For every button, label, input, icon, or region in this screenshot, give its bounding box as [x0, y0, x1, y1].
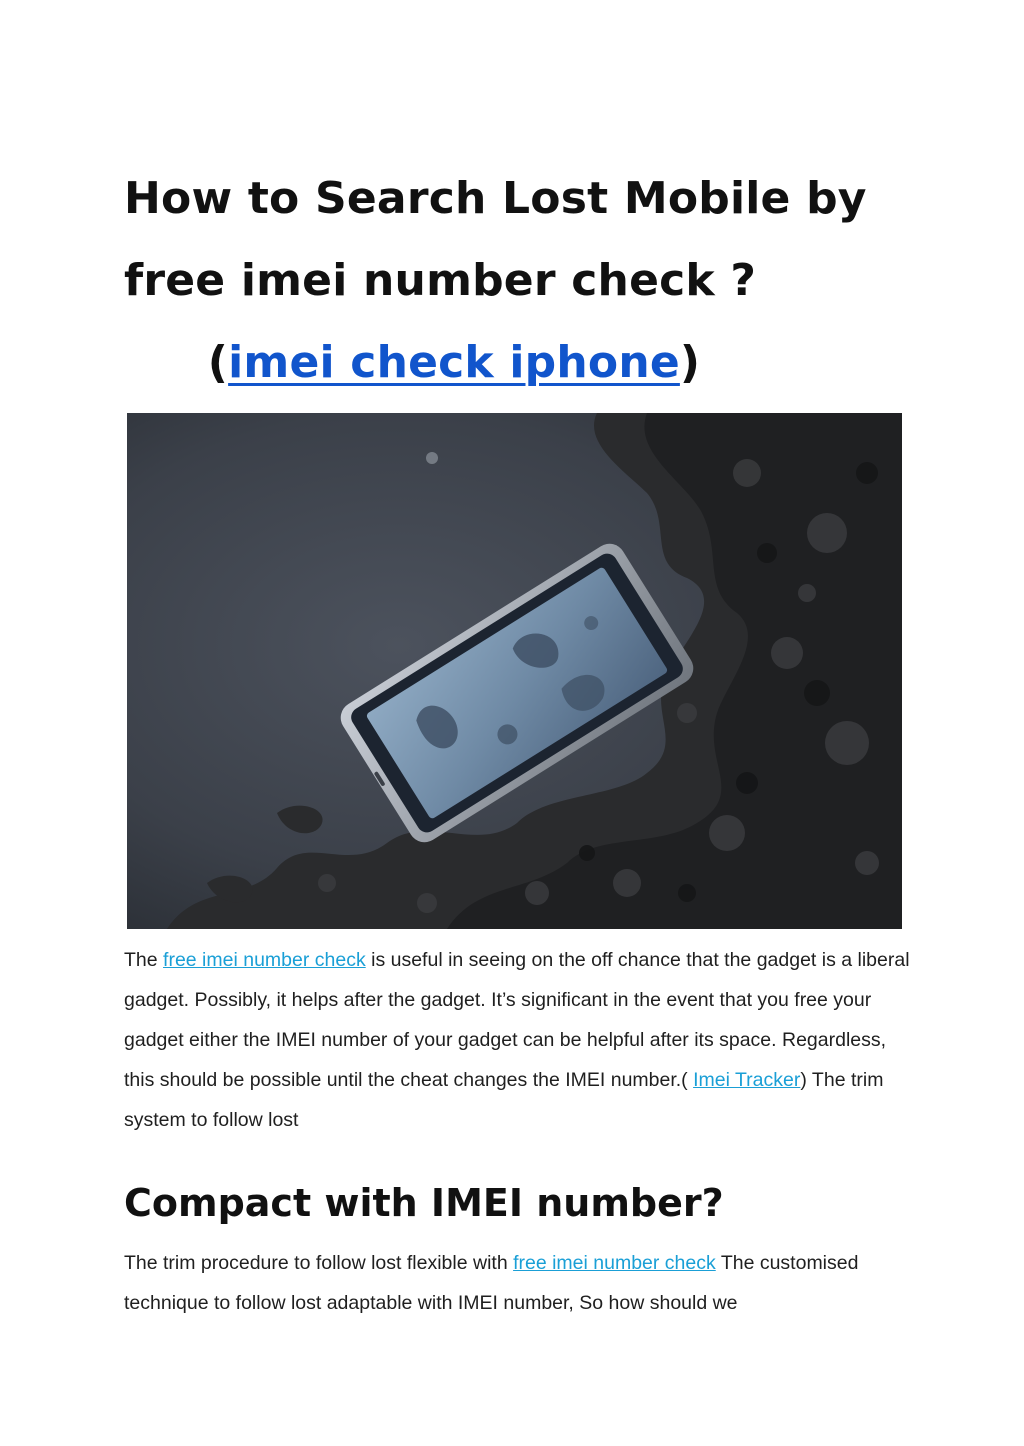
lost-phone-photo — [127, 413, 902, 929]
title-line-1: How to Search Lost Mobile by — [124, 173, 867, 224]
title-line-2: free imei number check ? — [124, 255, 757, 306]
paren-close: ) — [679, 337, 701, 388]
section-text-before: The trim procedure to follow lost flexible with — [124, 1252, 514, 1274]
section-heading: Compact with IMEI number? — [124, 1181, 724, 1225]
free-imei-number-check-link-2[interactable]: free imei number check — [513, 1252, 716, 1274]
page-title — [124, 158, 924, 404]
section-text-after: The customised technique to follow lost adaptable with IMEI number, So how should we — [124, 1252, 859, 1314]
imei-check-iphone-link[interactable]: imei check iphone — [228, 337, 680, 388]
imei-tracker-link[interactable]: Imei Tracker — [693, 1069, 801, 1091]
lost-phone-in-puddle-photo-icon — [127, 413, 902, 929]
title-line-3 — [124, 322, 774, 404]
paren-open: ( — [207, 337, 229, 388]
intro-text-mid: is useful in seeing on the off chance that the gadget is a liberal gadget. Possibly, it helps after the gadget. It’s significant in the event that you free your gadget either the IMEI number of your gadget can be helpful after its space. Regardless, this should be possible until the cheat changes the IMEI number.( — [124, 949, 910, 1091]
intro-text-before: The — [124, 949, 164, 971]
intro-text-after: ) The trim system to follow lost — [124, 1069, 884, 1131]
section-paragraph — [124, 1243, 914, 1323]
intro-paragraph — [124, 940, 914, 1140]
free-imei-number-check-link[interactable]: free imei number check — [163, 949, 366, 971]
